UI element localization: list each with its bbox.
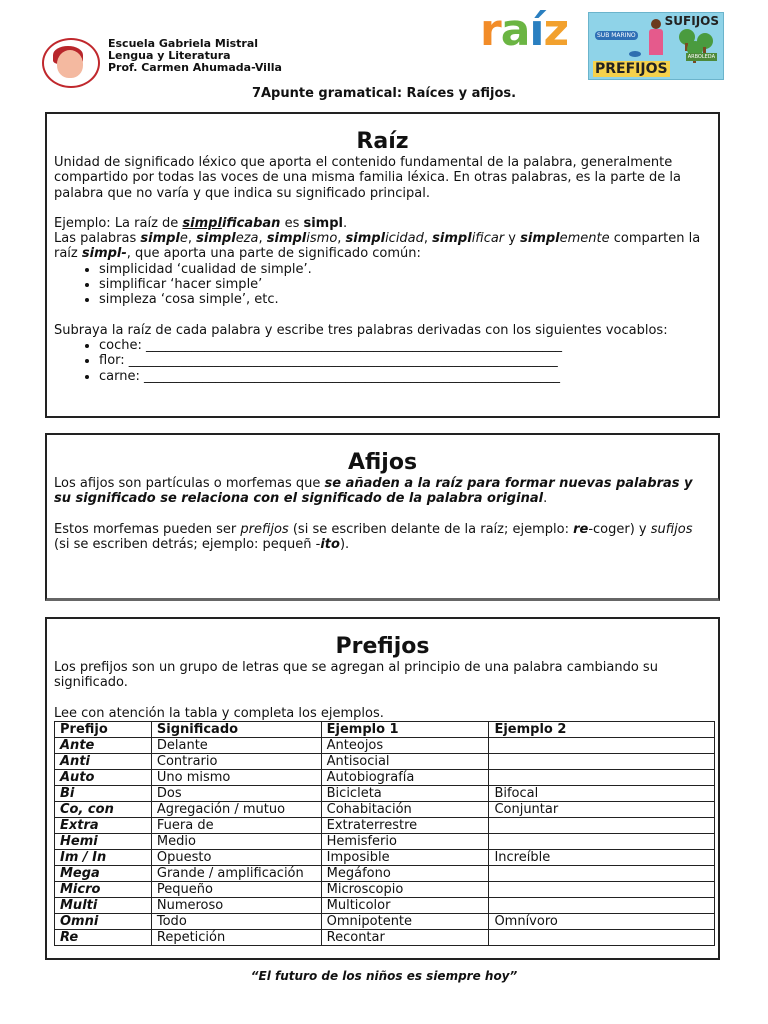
raiz-definition: Unidad de significado léxico que aporta el contenido fundamental de la palabra, generalmente compartido por todas las voces de una misma familia léxica. En otras palabras, es la parte de la palabra que no varía y que indica su significado principal.: [54, 155, 682, 201]
exercise-item-carne[interactable]: • carne: ________________________________________________________________: [99, 369, 711, 384]
meaning-cell: Pequeño: [151, 881, 321, 897]
example-cell[interactable]: Anteojos: [321, 737, 489, 753]
example-cell[interactable]: Megáfono: [321, 865, 489, 881]
table-row: [55, 753, 715, 769]
prefix-cell: Re: [55, 929, 152, 945]
table-row: [55, 865, 715, 881]
table-row: [55, 737, 715, 753]
meaning-cell: Grande / amplificación: [151, 865, 321, 881]
prefijos-instruction: Lee con atención la tabla y completa los ejemplos.: [54, 705, 384, 721]
example-cell[interactable]: Recontar: [321, 929, 489, 945]
school-info: [108, 38, 282, 74]
example-cell[interactable]: Bifocal: [489, 785, 715, 801]
example-cell[interactable]: Hemisferio: [321, 833, 489, 849]
example-cell[interactable]: Multicolor: [321, 897, 489, 913]
meaning-cell: Uno mismo: [151, 769, 321, 785]
footer-quote: “El futuro de los niños es siempre hoy”: [250, 969, 518, 983]
prefix-cell: Ante: [55, 737, 152, 753]
example-cell[interactable]: Conjuntar: [489, 801, 715, 817]
list-item: • simplificar ‘hacer simple’: [99, 277, 711, 292]
prefix-cell: Multi: [55, 897, 152, 913]
afijos-heading: Afijos: [347, 450, 418, 475]
example-cell[interactable]: [489, 881, 715, 897]
exercise-item-flor[interactable]: • flor: __________________________________________________________________: [99, 353, 711, 368]
table-row: [55, 785, 715, 801]
prefix-cell: Extra: [55, 817, 152, 833]
raiz-section: [45, 112, 720, 418]
table-row: [55, 929, 715, 945]
table-row: [55, 913, 715, 929]
table-row: [55, 801, 715, 817]
example-cell[interactable]: [489, 929, 715, 945]
example-cell[interactable]: [489, 737, 715, 753]
table-row: [55, 897, 715, 913]
example-cell[interactable]: Microscopio: [321, 881, 489, 897]
example-cell[interactable]: [489, 833, 715, 849]
raiz-exercise: Subraya la raíz de cada palabra y escribe tres palabras derivadas con los siguientes vocablos:: [54, 322, 668, 338]
prefix-cell: Bi: [55, 785, 152, 801]
teacher-name: Prof. Carmen Ahumada-Villa: [108, 61, 282, 74]
prefijos-sufijos-image: SUFIJOS SUB MARINO ARBOLEDA PREFIJOS: [588, 12, 724, 80]
example-cell[interactable]: Extraterrestre: [321, 817, 489, 833]
prefix-cell: Im / In: [55, 849, 152, 865]
example-cell[interactable]: [489, 897, 715, 913]
meaning-cell: Agregación / mutuo: [151, 801, 321, 817]
meaning-cell: Todo: [151, 913, 321, 929]
prefix-cell: Omni: [55, 913, 152, 929]
column-header: Prefijo: [55, 721, 152, 737]
example-cell[interactable]: [489, 753, 715, 769]
prefix-cell: Hemi: [55, 833, 152, 849]
prefijos-table: [54, 721, 715, 946]
afijos-section: [45, 433, 720, 601]
afijos-definition: Los afijos son partículas o morfemas que se añaden a la raíz para formar nuevas palabras y su significado se relaciona con el significado de la palabra original.: [54, 476, 693, 507]
afijos-types: Estos morfemas pueden ser prefijos (si se escriben delante de la raíz; ejemplo: re-coger) y sufijos (si se escriben detrás; ejemplo: pequeñ -ito).: [54, 521, 693, 552]
column-header: Ejemplo 1: [321, 721, 489, 737]
prefijos-definition: Los prefijos son un grupo de letras que se agregan al principio de una palabra cambiando su significado.: [54, 660, 658, 691]
document-title: 7Apunte gramatical: Raíces y afijos.: [251, 86, 517, 101]
list-item: • simpleza ‘cosa simple’, etc.: [99, 292, 711, 307]
exercise-item-coche[interactable]: • coche: ________________________________________________________________: [99, 338, 711, 353]
raiz-logo: raíz: [480, 5, 569, 56]
column-header: Significado: [151, 721, 321, 737]
table-header-row: [55, 721, 715, 737]
meaning-cell: Fuera de: [151, 817, 321, 833]
table-row: [55, 833, 715, 849]
meaning-cell: Repetición: [151, 929, 321, 945]
meaning-cell: Medio: [151, 833, 321, 849]
raiz-family: Las palabras simple, simpleza, simplismo, simplicidad, simplificar y simplemente comparten la raíz simpl-, que aporta una parte de significado común:: [54, 231, 701, 262]
table-row: [55, 881, 715, 897]
list-item: • simplicidad ‘cualidad de simple’.: [99, 262, 711, 277]
meaning-cell: Delante: [151, 737, 321, 753]
example-cell[interactable]: Omnipotente: [321, 913, 489, 929]
example-cell[interactable]: Increíble: [489, 849, 715, 865]
prefijos-heading: Prefijos: [335, 634, 430, 659]
meaning-cell: Opuesto: [151, 849, 321, 865]
example-cell[interactable]: Omnívoro: [489, 913, 715, 929]
example-cell[interactable]: [489, 769, 715, 785]
subject-name: Lengua y Literatura: [108, 49, 231, 62]
prefijos-section: [45, 617, 720, 960]
prefix-cell: Anti: [55, 753, 152, 769]
table-row: [55, 849, 715, 865]
meaning-cell: Dos: [151, 785, 321, 801]
example-cell[interactable]: Autobiografía: [321, 769, 489, 785]
example-cell[interactable]: Imposible: [321, 849, 489, 865]
prefix-cell: Mega: [55, 865, 152, 881]
meaning-cell: Contrario: [151, 753, 321, 769]
example-cell[interactable]: Antisocial: [321, 753, 489, 769]
column-header: Ejemplo 2: [489, 721, 715, 737]
school-logo: [42, 38, 100, 88]
example-cell[interactable]: [489, 817, 715, 833]
raiz-example: Ejemplo: La raíz de simplificaban es simpl.: [54, 215, 348, 231]
table-row: [55, 817, 715, 833]
school-name: Escuela Gabriela Mistral: [108, 37, 259, 50]
meaning-cell: Numeroso: [151, 897, 321, 913]
prefix-cell: Co, con: [55, 801, 152, 817]
raiz-exercise-list: [54, 338, 711, 384]
prefix-cell: Auto: [55, 769, 152, 785]
example-cell[interactable]: [489, 865, 715, 881]
table-row: [55, 769, 715, 785]
prefix-cell: Micro: [55, 881, 152, 897]
raiz-heading: Raíz: [356, 129, 409, 154]
example-cell[interactable]: Cohabitación: [321, 801, 489, 817]
example-cell[interactable]: Bicicleta: [321, 785, 489, 801]
raiz-examples-list: [54, 262, 711, 308]
